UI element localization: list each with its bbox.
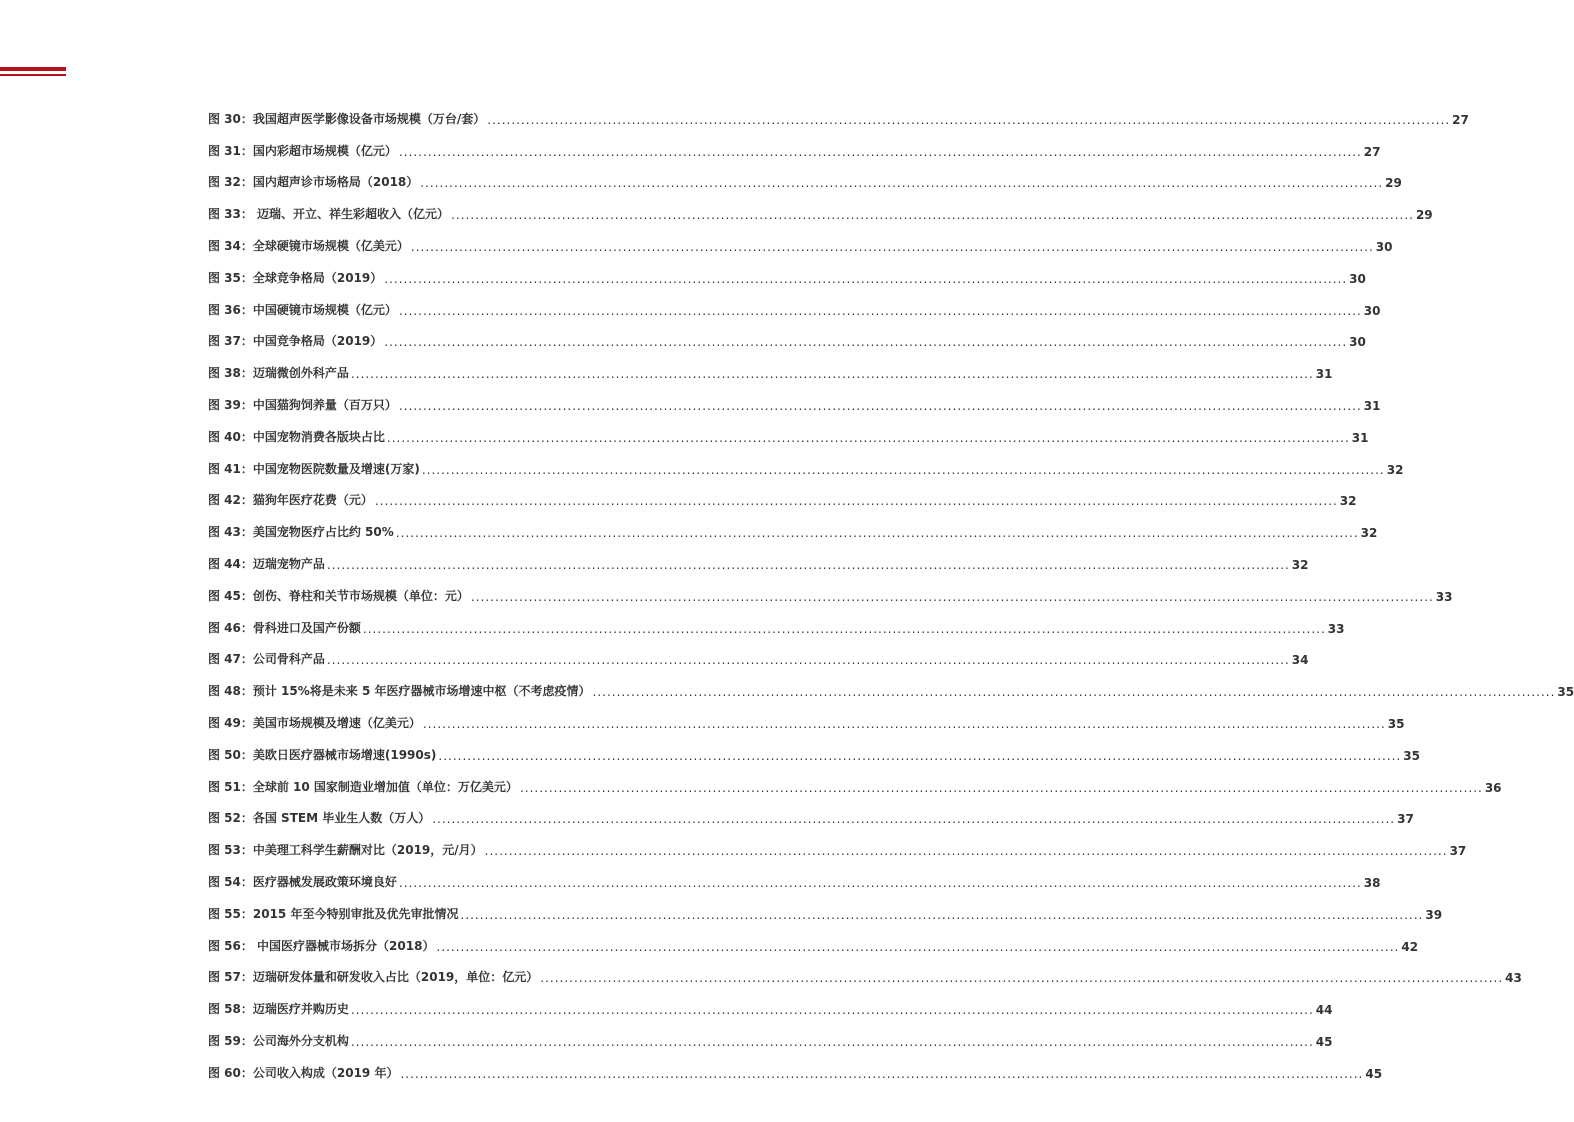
dot-leader: ........................................................................................................................................................................................................	[398, 875, 1362, 890]
dot-leader: ........................................................................................................................................................................................................	[460, 907, 1424, 922]
toc-entry-label: 图 57：迈瑞研发体量和研发收入占比（2019，单位：亿元）	[208, 970, 539, 985]
toc-entry[interactable]	[208, 769, 1502, 801]
toc-entry-label: 图 45：创伤、脊柱和关节市场规模（单位：元）	[208, 588, 469, 603]
toc-entry[interactable]	[208, 1023, 1333, 1055]
toc-entry-label: 图 42：猫狗年医疗花费（元）	[208, 493, 373, 508]
toc-entry[interactable]	[208, 196, 1433, 228]
toc-entry-page: 27	[1363, 144, 1381, 159]
toc-entry-page: 45	[1315, 1034, 1333, 1049]
toc-entry-page: 30	[1375, 239, 1393, 254]
toc-entry-page: 31	[1351, 430, 1369, 445]
toc-entry[interactable]	[208, 928, 1419, 960]
toc-entry-page: 42	[1401, 939, 1419, 954]
toc-entry-page: 32	[1339, 494, 1357, 509]
toc-entry[interactable]	[208, 355, 1333, 387]
toc-entry-label: 图 47：公司骨科产品	[208, 652, 325, 667]
toc-entry[interactable]	[208, 387, 1381, 419]
toc-entry-page: 34	[1291, 653, 1309, 668]
dot-leader: ........................................................................................................................................................................................................	[384, 271, 1348, 286]
dot-leader: ........................................................................................................................................................................................................	[540, 971, 1504, 986]
toc-entry-page: 32	[1291, 557, 1309, 572]
toc-entry[interactable]	[208, 451, 1404, 483]
toc-entry-label: 图 59：公司海外分支机构	[208, 1033, 349, 1048]
toc-entry-label: 图 58：迈瑞医疗并购历史	[208, 1002, 349, 1017]
toc-entry-label: 图 38：迈瑞微创外科产品	[208, 366, 349, 381]
dot-leader: ........................................................................................................................................................................................................	[422, 716, 1386, 731]
toc-entry-label: 图 30：我国超声医学影像设备市场规模（万台/套）	[208, 111, 486, 126]
toc-entry-page: 36	[1484, 780, 1502, 795]
toc-entry[interactable]	[208, 960, 1522, 992]
toc-entry-label: 图 37：中国竞争格局（2019）	[208, 334, 383, 349]
toc-entry-page: 32	[1360, 526, 1378, 541]
toc-entry[interactable]	[208, 165, 1402, 197]
toc-entry[interactable]	[208, 292, 1381, 324]
dot-leader: ........................................................................................................................................................................................................	[398, 303, 1362, 318]
toc-entry-label: 图 40：中国宠物消费各版块占比	[208, 429, 385, 444]
toc-entry-label: 图 35：全球竞争格局（2019）	[208, 270, 383, 285]
toc-entry-page: 35	[1403, 748, 1420, 763]
toc-entry-label: 图 31：国内彩超市场规模（亿元）	[208, 143, 397, 158]
toc-entry-label: 图 50：美欧日医疗器械市场增速(1990s)	[208, 747, 437, 762]
toc-entry[interactable]	[208, 610, 1345, 642]
toc-entry-page: 35	[1557, 685, 1574, 700]
dot-leader: ........................................................................................................................................................................................................	[350, 367, 1314, 382]
dot-leader: ........................................................................................................................................................................................................	[451, 208, 1414, 223]
toc-entry-page: 33	[1435, 589, 1453, 604]
dot-leader: ........................................................................................................................................................................................................	[484, 844, 1448, 859]
toc-entry[interactable]	[208, 101, 1469, 133]
toc-entry-label: 图 48：预计 15%将是未来 5 年医疗器械市场增速中枢（不考虑疫情）	[208, 684, 591, 699]
toc-entry-page: 27	[1452, 112, 1469, 127]
toc-entry[interactable]	[208, 546, 1309, 578]
toc-entry-page: 33	[1327, 621, 1345, 636]
toc-entry[interactable]	[208, 483, 1357, 515]
toc-entry[interactable]	[208, 832, 1467, 864]
dot-leader: ........................................................................................................................................................................................................	[421, 462, 1385, 477]
toc-entry-page: 29	[1415, 208, 1433, 223]
toc-entry-page: 37	[1449, 844, 1467, 859]
dot-leader: ........................................................................................................................................................................................................	[470, 589, 1434, 604]
toc-entry[interactable]	[208, 642, 1309, 674]
toc-entry-page: 44	[1315, 1003, 1333, 1018]
toc-entry[interactable]	[208, 737, 1420, 769]
dot-leader: ........................................................................................................................................................................................................	[438, 748, 1402, 763]
dot-leader: ........................................................................................................................................................................................................	[386, 430, 1350, 445]
toc-entry[interactable]	[208, 578, 1453, 610]
header-accent-bar-thin	[0, 74, 66, 76]
toc-entry-page: 35	[1387, 716, 1405, 731]
dot-leader: ........................................................................................................................................................................................................	[519, 780, 1483, 795]
dot-leader: ........................................................................................................................................................................................................	[592, 685, 1556, 700]
toc-entry[interactable]	[208, 801, 1414, 833]
dot-leader: ........................................................................................................................................................................................................	[326, 557, 1290, 572]
toc-entry-page: 45	[1365, 1066, 1383, 1081]
dot-leader: ........................................................................................................................................................................................................	[326, 653, 1290, 668]
toc-entry[interactable]	[208, 133, 1381, 165]
toc-entry[interactable]	[208, 419, 1369, 451]
toc-entry[interactable]	[208, 1055, 1383, 1087]
toc-entry-page: 30	[1349, 271, 1366, 286]
toc-entry[interactable]	[208, 896, 1443, 928]
header-accent-bar	[0, 67, 66, 71]
toc-entry-page: 31	[1315, 367, 1333, 382]
toc-entry-page: 32	[1386, 462, 1404, 477]
toc-entry-label: 图 52：各国 STEM 毕业生人数（万人）	[208, 811, 431, 826]
toc-entry-label: 图 60：公司收入构成（2019 年）	[208, 1065, 399, 1080]
toc-entry-label: 图 44：迈瑞宠物产品	[208, 556, 325, 571]
toc-entry-label: 图 33： 迈瑞、开立、祥生彩超收入（亿元）	[208, 207, 450, 222]
toc-entry-page: 29	[1385, 176, 1402, 191]
toc-entry-page: 38	[1363, 875, 1381, 890]
toc-entry-label: 图 53：中美理工科学生薪酬对比（2019，元/月）	[208, 843, 483, 858]
dot-leader: ........................................................................................................................................................................................................	[374, 494, 1338, 509]
toc-entry-label: 图 41：中国宠物医院数量及增速(万家)	[208, 461, 420, 476]
toc-entry[interactable]	[208, 673, 1574, 705]
dot-leader: ........................................................................................................................................................................................................	[395, 526, 1359, 541]
toc-entry-label: 图 46：骨科进口及国产份额	[208, 620, 361, 635]
toc-entry-page: 43	[1505, 971, 1522, 986]
toc-entry-label: 图 49：美国市场规模及增速（亿美元）	[208, 715, 421, 730]
toc-entry[interactable]	[208, 324, 1366, 356]
toc-entry[interactable]	[208, 991, 1333, 1023]
dot-leader: ........................................................................................................................................................................................................	[398, 144, 1362, 159]
toc-entry[interactable]	[208, 514, 1378, 546]
dot-leader: ........................................................................................................................................................................................................	[362, 621, 1326, 636]
toc-entry[interactable]	[208, 705, 1405, 737]
dot-leader: ........................................................................................................................................................................................................	[400, 1066, 1364, 1081]
toc-entry-label: 图 51：全球前 10 国家制造业增加值（单位：万亿美元）	[208, 779, 518, 794]
toc-entry-label: 图 56： 中国医疗器械市场拆分（2018）	[208, 938, 435, 953]
toc-entry[interactable]	[208, 864, 1381, 896]
toc-entry-page: 30	[1363, 303, 1381, 318]
dot-leader: ........................................................................................................................................................................................................	[350, 1034, 1314, 1049]
toc-entry-label: 图 32：国内超声诊市场格局（2018）	[208, 175, 419, 190]
dot-leader: ........................................................................................................................................................................................................	[410, 239, 1374, 254]
toc-entry-page: 30	[1349, 335, 1366, 350]
toc-entry-label: 图 39：中国猫狗饲养量（百万只）	[208, 397, 397, 412]
toc-entry-label: 图 36：中国硬镜市场规模（亿元）	[208, 302, 397, 317]
toc-entry-label: 图 43：美国宠物医疗占比约 50%	[208, 525, 394, 540]
toc-entry-label: 图 54：医疗器械发展政策环境良好	[208, 874, 397, 889]
dot-leader: ........................................................................................................................................................................................................	[384, 335, 1348, 350]
toc-entry[interactable]	[208, 228, 1393, 260]
figure-index-list	[208, 101, 1574, 1087]
dot-leader: ........................................................................................................................................................................................................	[350, 1003, 1314, 1018]
dot-leader: ........................................................................................................................................................................................................	[436, 939, 1400, 954]
toc-entry-page: 37	[1397, 812, 1414, 827]
toc-entry-label: 图 34：全球硬镜市场规模（亿美元）	[208, 238, 409, 253]
dot-leader: ........................................................................................................................................................................................................	[432, 812, 1396, 827]
dot-leader: ........................................................................................................................................................................................................	[398, 398, 1362, 413]
dot-leader: ........................................................................................................................................................................................................	[487, 112, 1451, 127]
toc-entry-label: 图 55：2015 年至今特别审批及优先审批情况	[208, 906, 459, 921]
dot-leader: ........................................................................................................................................................................................................	[420, 176, 1384, 191]
toc-entry-page: 31	[1363, 398, 1381, 413]
toc-entry[interactable]	[208, 260, 1366, 292]
toc-entry-page: 39	[1425, 907, 1443, 922]
